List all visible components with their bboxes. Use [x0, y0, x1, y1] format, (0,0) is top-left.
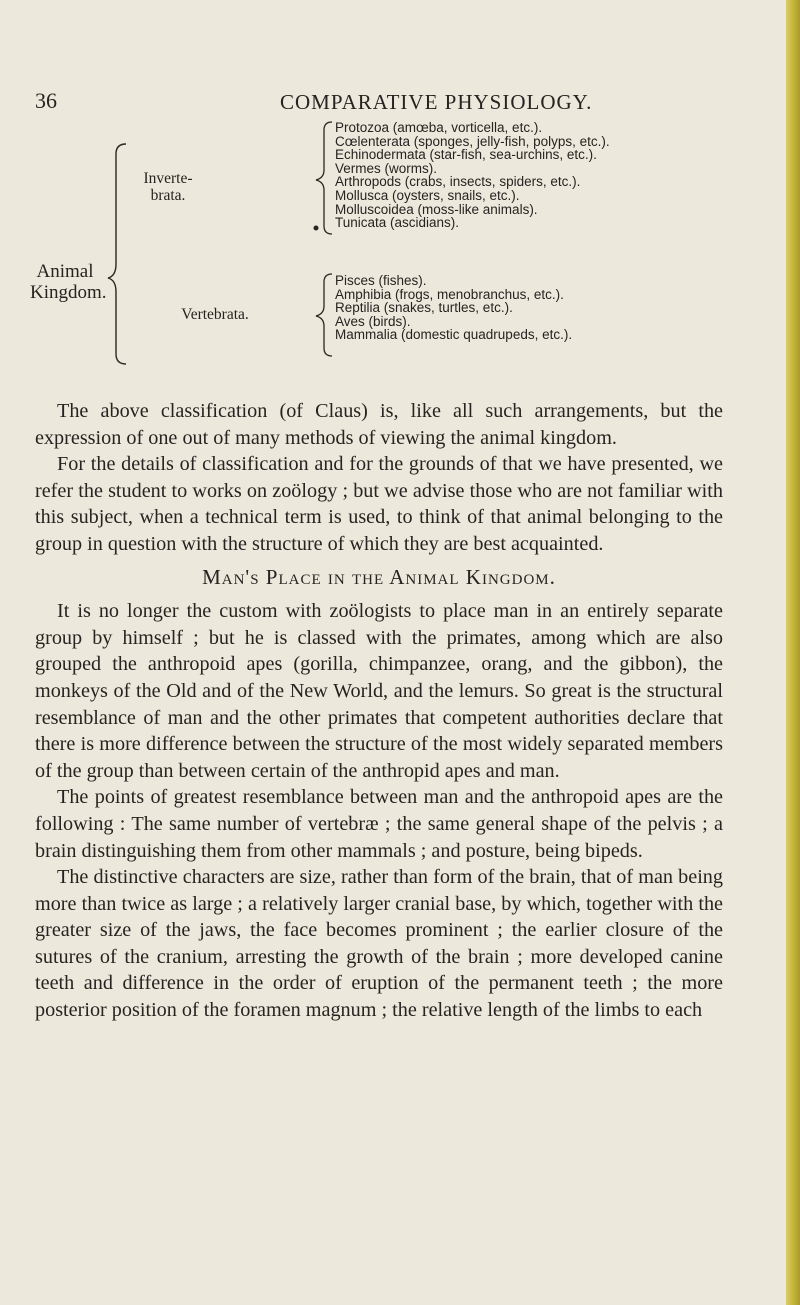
invertebrata-label-line: Inverte- [143, 170, 193, 187]
invertebrata-list [335, 121, 610, 230]
paragraph: It is no longer the custom with zoölogists to place man in an entirely separate group by himself ; but he is classed with the primates, among which are also grouped the anthropoid apes (gorilla, chimpanzee, orang, and the gibbon), the monkeys of the Old and of the New World, and the lemurs. So great is the structural resemblance of man and the other primates that competent authorities declare that there is more difference between the structure of the most widely separated members of the group than between certain of the anthropid apes and man. [35, 600, 723, 782]
list-item: Reptilia (snakes, turtles, etc.). [335, 300, 513, 316]
list-item: Tunicata (ascidians). [335, 215, 460, 231]
root-label-line: Animal [36, 261, 94, 282]
invertebrata-label-line: brata. [150, 187, 186, 204]
paragraph: The above classification (of Claus) is, like all such arrangements, but the expression of one out of many methods of viewing the animal kingdom. [35, 400, 723, 449]
page-header [0, 88, 786, 118]
list-item: Molluscoidea (moss-like animals). [335, 201, 538, 217]
main-brace [100, 124, 140, 384]
invertebrata-label [128, 170, 208, 204]
list-item: Aves (birds). [335, 313, 411, 329]
paragraph: The points of greatest resemblance between man and the anthropoid apes are the following : The same number of vertebræ ; the same general shape of the pelvis ; a brain distinguishing them from other mammals ; and posture, being bipeds. [35, 786, 723, 862]
running-head: COMPARATIVE PHYSIOLOGY. [280, 90, 593, 114]
list-item: Vermes (worms). [335, 160, 438, 176]
list-item: Amphibia (frogs, menobranchus, etc.). [335, 286, 564, 302]
list-item: Cœlenterata (sponges, jelly-fish, polyps, etc.). [335, 133, 610, 149]
root-label-line: Kingdom. [30, 282, 107, 303]
page-edge [786, 0, 800, 1305]
body-text [35, 398, 723, 1024]
classification-table [0, 118, 786, 388]
paragraph: For the details of classification and for the grounds of that we have presented, we refer the student to works on zoölogy ; but we advise those who are not familiar with this subject, when a technical term is used, to think of that animal belonging to the group in question with the structure of which they are best acquainted. [35, 453, 723, 555]
paragraph: The distinctive characters are size, rather than form of the brain, that of man being more than twice as large ; a relatively larger cranial base, by which, together with the greater size of the jaws, the face becomes prominent ; the earlier closure of the sutures of the cranium, arresting the growth of the brain ; more developed canine teeth and difference in the order of eruption of the permanent teeth ; the more posterior position of the foramen magnum ; the relative length of the limbs to each [35, 866, 723, 1022]
list-item: Arthropods (crabs, insects, spiders, etc.). [335, 174, 581, 190]
vertebrata-list [335, 274, 572, 342]
list-item: Echinodermata (star-fish, sea-urchins, etc.). [335, 147, 597, 163]
vertebrata-label: Vertebrata. [181, 306, 249, 323]
section-heading: Man's Place in the Animal Kingdom. [202, 564, 556, 589]
root-label [30, 261, 107, 303]
page-number: 36 [35, 88, 57, 113]
list-item: Mollusca (oysters, snails, etc.). [335, 187, 520, 203]
list-item: Mammalia (domestic quadrupeds, etc.). [335, 327, 573, 343]
list-item: Pisces (fishes). [335, 273, 427, 288]
list-item: Protozoa (amœba, vorticella, etc.). [335, 120, 543, 135]
